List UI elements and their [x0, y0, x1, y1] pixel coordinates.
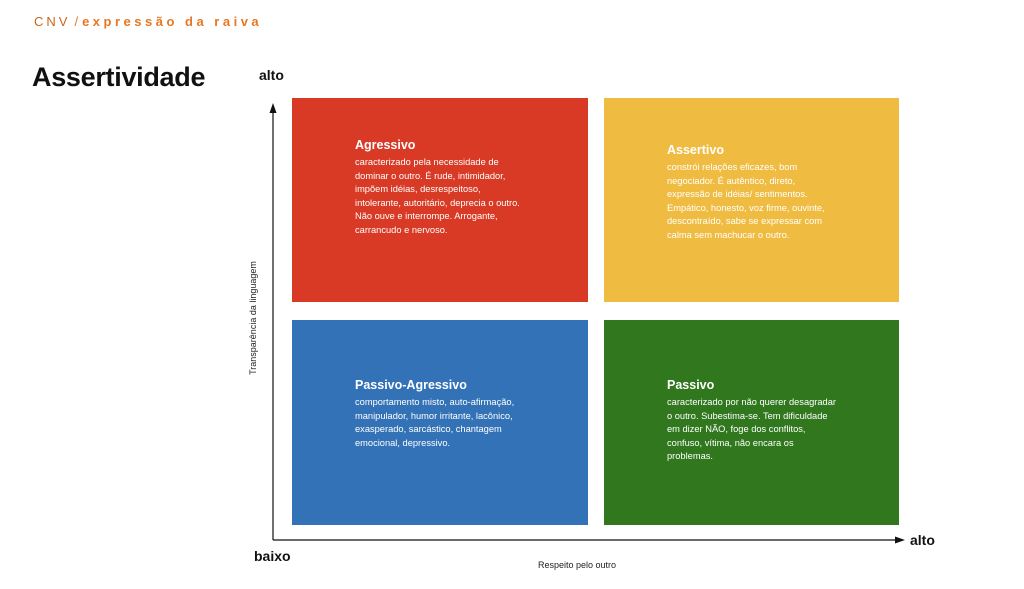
x-axis-high-label: alto [910, 532, 935, 548]
y-axis-high-label: alto [259, 67, 284, 83]
y-axis-title: Transparência da linguagem [248, 261, 258, 375]
x-axis-title: Respeito pelo outro [537, 560, 617, 570]
quadrant-assertivo-title: Assertivo [667, 143, 724, 157]
header-prefix: CNV [34, 14, 71, 29]
quadrant-agressivo [292, 98, 588, 302]
quadrant-passivo-description: caracterizado por não querer desagradar o outro. Subestima-se. Tem dificuldade em dizer NÃO, foge dos conflitos, confuso, vítima, não encara os problemas. [667, 397, 836, 461]
quadrant-passivo-agressivo-title: Passivo-Agressivo [355, 378, 467, 392]
quadrant-assertivo-description: constrói relações eficazes, bom negociador. É autêntico, direto, expressão de idéias/ sentimentos. Empático, honesto, voz firme, ouvinte, descontraído, sabe se expressar com calma sem machucar o outro. [667, 162, 825, 240]
x-axis-arrow-icon [895, 537, 905, 544]
axis-low-label: baixo [254, 548, 291, 564]
quadrant-passivo-agressivo-description: comportamento misto, auto-afirmação, manipulador, humor irritante, lacônico, exasperado, sarcástico, chantagem emocional, depressivo. [355, 397, 515, 448]
y-axis-arrow-icon [270, 103, 277, 113]
quadrant-passivo [604, 320, 899, 525]
quadrant-assertivo [604, 98, 899, 302]
quadrant-passivo-agressivo [292, 320, 588, 525]
header-topic: expressão da raiva [82, 14, 263, 29]
quadrant-passivo-title: Passivo [667, 378, 715, 392]
quadrant-agressivo-description: caracterizado pela necessidade de dominar o outro. É rude, intimidador, impõem idéias, desrespeitoso, intolerante, autoritário, deprecia o outro. Não ouve e interrompe. Arrogante, carrancudo e nervoso. [355, 157, 520, 235]
header-separator: / [74, 14, 79, 29]
quadrant-agressivo-title: Agressivo [355, 138, 416, 152]
page-title: Assertividade [32, 62, 206, 92]
